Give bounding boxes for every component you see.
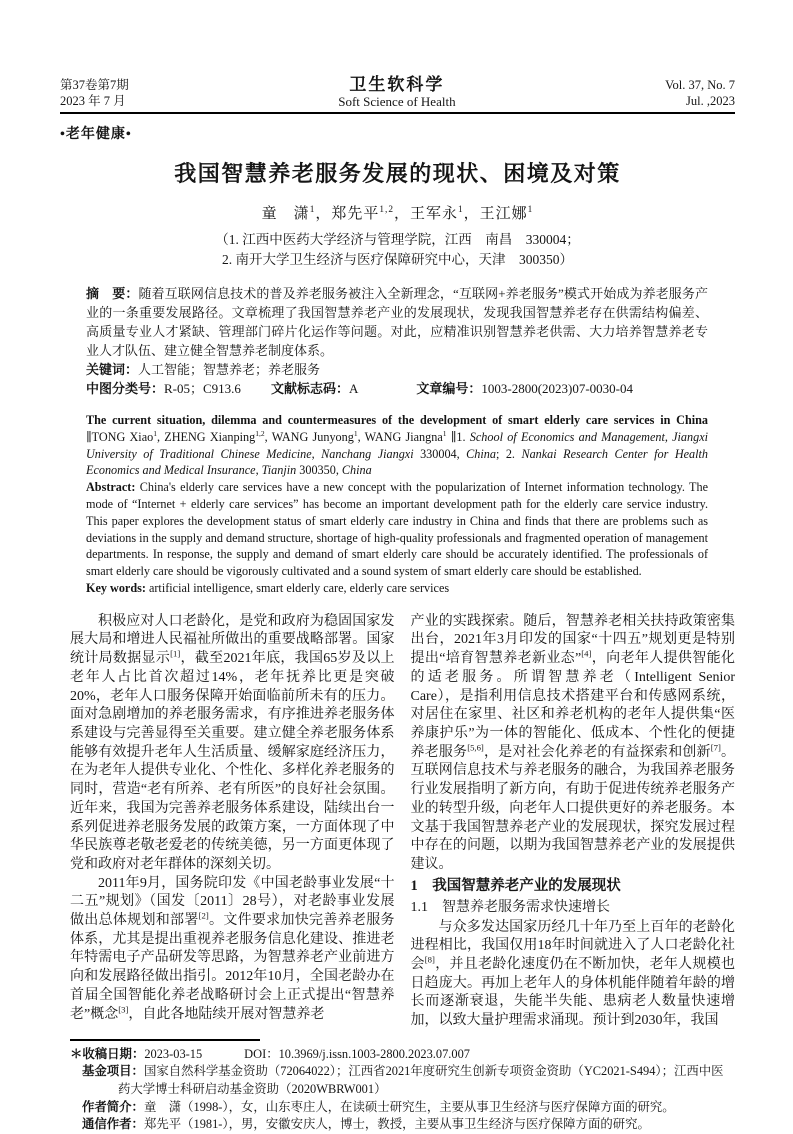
- affiliation-1: （1. 江西中医药大学经济与管理学院，江西 南昌 330004；: [215, 232, 580, 247]
- date-cn: 2023 年 7 月: [60, 93, 126, 108]
- journal-name-en: Soft Science of Health: [338, 94, 456, 109]
- chinese-abstract-block: [60, 284, 735, 398]
- received-label: ＊收稿日期：: [70, 1046, 145, 1061]
- footnote-divider: [70, 1039, 260, 1041]
- footnotes: [60, 1046, 735, 1134]
- abstract-text: 随着互联网信息技术的普及养老服务被注入全新理念，“互联网+养老服务”模式开始成为养老服务产业的一条重要发展路径。文章梳理了我国智慧养老产业的发展现状，发现我国智慧养老存在供需结构偏差、高质量专业人才紧缺、管理部门碎片化运作等问题。对此，应精准识别智慧养老供需、大力培养智慧养老专业人才队伍、建立健全智慧养老制度体系。: [86, 286, 708, 358]
- right-column: [411, 613, 736, 1031]
- paragraph: 产业的实践探索。随后，智慧养老相关扶持政策密集出台，2021年3月印发的国家“十四五”规划更是特别提出“培育智慧养老新业态”[4]，向老年人提供智能化的适老服务。所谓智慧养老（Intelligent Senior Care），是指利用信息技术搭建平台和传感网系统，对居住在家里、社区和养老机构的老年人提供集“医养康护乐”为一体的智能化、低成本、个性化的便捷养老服务[5,6]，是对社会化养老的有益探索和创新[7]。互联网信息技术与养老服务的融合，为我国养老服务行业发展指明了新方向，有助于促进传统养老服务产业的转型升级，向老年人口提供更好的养老服务。本文基于我国智慧养老产业的发展现状，探究发展过程中存在的问题，以期为我国智慧养老产业的发展提供建议。: [410, 613, 736, 872]
- received-value: 2023-03-15: [144, 1046, 203, 1061]
- journal-header: [60, 76, 735, 114]
- column-section-label: •老年健康•: [60, 127, 132, 142]
- received-date-line: [70, 1046, 735, 1064]
- affiliations: [60, 230, 735, 270]
- section-heading-1: 1 我国智慧养老产业的发展现状: [410, 877, 621, 894]
- article-id: 文章编号：1003-2800(2023)07-0030-04: [416, 381, 634, 396]
- volume-issue-cn: 第37卷第7期: [60, 78, 129, 92]
- meta-line: [86, 379, 708, 398]
- keywords-text: 人工智能；智慧养老；养老服务: [138, 362, 321, 377]
- english-title-authors: The current situation, dilemma and countermeasures of the development of smart elderly care services in China ∥TONG Xiao$^1$, ZHENG Xianping$^{1,2}$, WANG Junyong$^1$, WANG Jiangna$^1$ ∥1. School of Economics and Management, Jiangxi University of Traditional Chinese Medicine, Nanchang Jiangxi 330004, China; 2. Nankai Research Center for Health Economics and Medical Insurance, Tianjin 300350, China: [86, 413, 709, 478]
- clc-number: 中图分类号：R-05；C913.6: [86, 381, 241, 396]
- abstract-label: 摘 要：: [86, 286, 139, 301]
- keywords-cn: [86, 360, 708, 379]
- doi: DOI：10.3969/j.issn.1003-2800.2023.07.007: [244, 1046, 470, 1061]
- authors-line: 童 潇$^1$，郑先平$^{1,2}$，王军永$^1$，王江娜$^1$: [261, 205, 534, 222]
- english-abstract: Abstract: China's elderly care services have a new concept with the popularization of Internet information technology. The mode of “Internet + elderly care services” has become an important development path for the elderly care service industry. This paper explores the development status of smart elderly care industry in China and finds that there are problems such as deviations in the supply and demand structure, shortage of high-quality professionals and fragmented operation of management departments. In response, the supply and demand of smart elderly care should be accurately identified. The professionals of smart elderly care should be vigorously cultivated and a sound system of smart elderly care should be established.: [86, 480, 708, 579]
- english-keywords: Key words: artificial intelligence, smart elderly care, elderly care services: [86, 580, 450, 595]
- abstract-cn: [86, 284, 708, 360]
- date-en: Jul. ,2023: [686, 93, 735, 108]
- left-column: [70, 613, 395, 1031]
- fund-line: 基金项目：国家自然科学基金资助（72064022）；江西省2021年度研究生创新专项资金资助（YC2021-S494）；江西中医药大学博士科研启动基金资助（2020WBRW001）: [82, 1064, 724, 1097]
- volume-issue-en: Vol. 37, No. 7: [665, 78, 735, 92]
- journal-name-cn: 卫生软科学: [349, 75, 445, 94]
- article-body: [60, 613, 735, 1031]
- paragraph: 2011年9月，国务院印发《中国老龄事业发展“十二五”规划》（国发〔2011〕28号），对老龄事业发展做出总体规划和部署[2]。文件要求加快完善养老服务体系，尤其是提出重视养老服务信息化建设、推进老年特需电子产品研发等思路，为智慧养老产业前进方向和发展路径做出指引。2012年10月，全国老龄办在首届全国智能化养老战略研讨会上正式提出“智慧养老”概念[3]，自此各地陆续开展对智慧养老: [70, 875, 395, 1022]
- paragraph: 积极应对人口老龄化，是党和政府为稳固国家发展大局和增进人民福祉所做出的重要战略部署。国家统计局数据显示[1]，截至2021年底，我国65岁及以上老年人占比首次超过14%，老年抚养比更是突破20%，老年人口服务保障开始面临前所未有的压力。面对急剧增加的养老服务需求，有序推进养老服务体系建设与完善显得至关重要。建立健全养老服务体系能够有效提升老年人生活质量、缓解家庭经济压力，在为老年人提供专业化、个性化、多样化养老服务的同时，营造“老有所养、老有所医”的良好社会氛围。近年来，我国为完善养老服务体系建设，陆续出台一系列促进养老服务发展的政策方案，一方面体现了中华民族尊老敬老爱老的传统美德，另一方面更体现了党和政府对老年群体的深刻关切。: [70, 613, 395, 872]
- journal-name-block: [338, 76, 455, 109]
- paragraph: 与众多发达国家历经几十年乃至上百年的老龄化进程相比，我国仅用18年时间就进入了人口老龄化社会[8]，并且老龄化速度仍在不断加快，老年人规模也日趋庞大。再加上老年人的身体机能伴随着年龄的增长而逐渐衰退，失能半失能、患病老人数量快速增加，以致大量护理需求涌现。预计到2030年，我国: [410, 919, 736, 1029]
- header-vol-block: [665, 78, 735, 109]
- header-issue-block: [60, 78, 129, 109]
- section-heading-1-1: 1.1 智慧养老服务需求快速增长: [410, 899, 610, 915]
- english-abstract-block: [60, 412, 735, 597]
- author-bio-line: 作者简介：童 潇（1998-），女，山东枣庄人，在读硕士研究生，主要从事卫生经济与医疗保障方面的研究。: [82, 1099, 675, 1114]
- affiliation-2: 2. 南开大学卫生经济与医疗保障研究中心，天津 300350）: [222, 252, 573, 267]
- article-title: 我国智慧养老服务发展的现状、困境及对策: [174, 161, 621, 186]
- keywords-label: 关键词：: [86, 362, 139, 377]
- document-code: 文献标志码：A: [270, 381, 359, 396]
- corresponding-author-line: 通信作者：郑先平（1981-），男，安徽安庆人，博士，教授，主要从事卫生经济与医疗保障方面的研究。: [82, 1117, 650, 1132]
